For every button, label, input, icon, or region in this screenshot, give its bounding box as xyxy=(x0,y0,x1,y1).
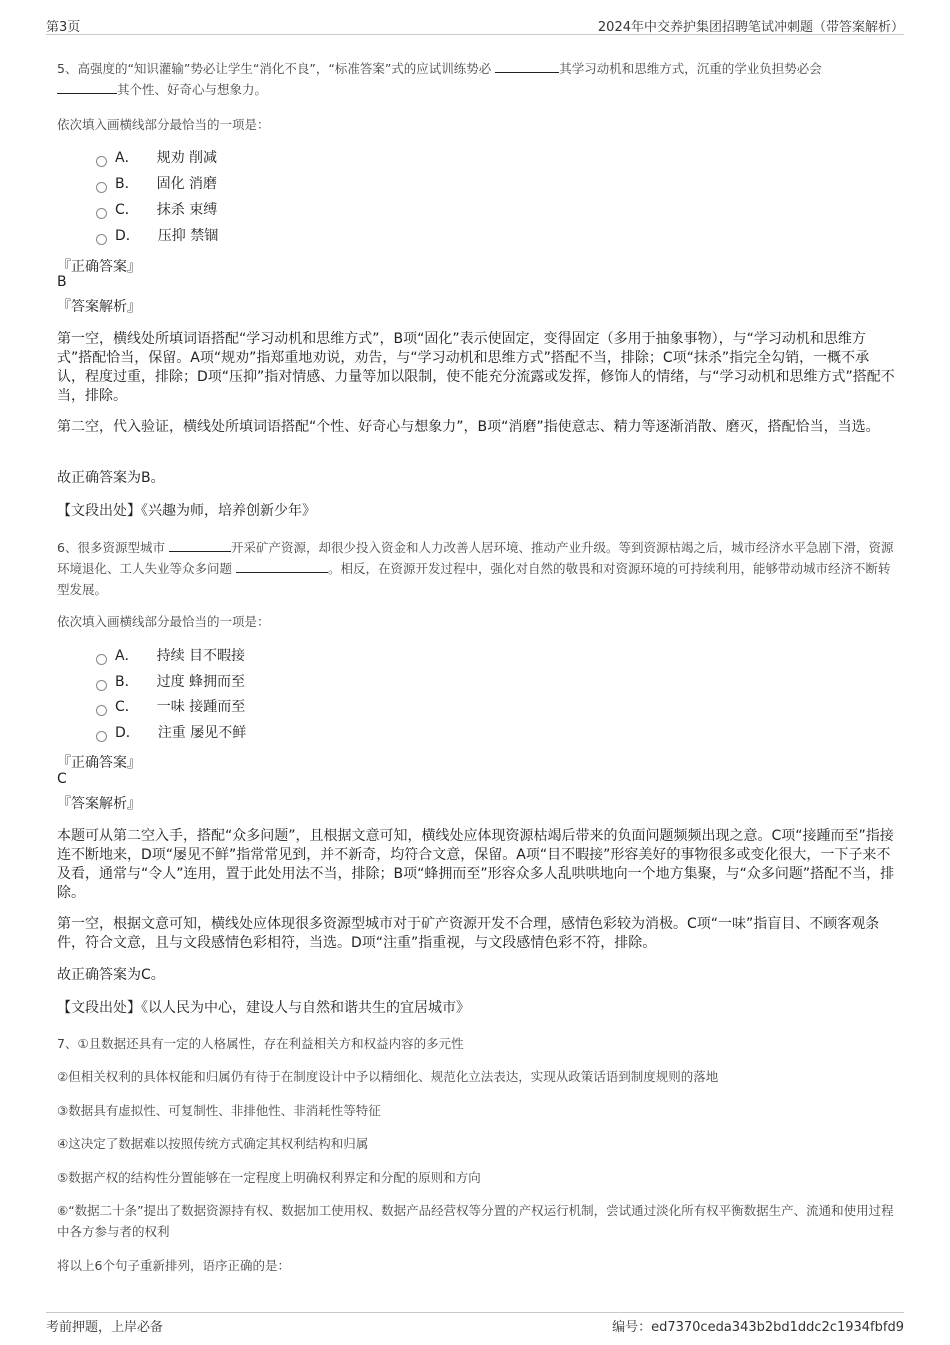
q7-sentence-6: ⑥“数据二十条”提出了数据资源持有权、数据加工使用权、数据产品经营权等分置的产权运行机制，尝试通过淡化所有权平衡数据生产、流通和使用过程中各方参与者的权利 xyxy=(57,1203,894,1239)
q6-answer: C xyxy=(57,771,67,787)
q5-stem-part3: 其个性、好奇心与想象力。 xyxy=(117,82,268,97)
question-6-stem xyxy=(57,537,897,600)
radio-icon[interactable] xyxy=(96,680,107,691)
q5-stem-part1: 5、高强度的“知识灌输”势必让学生“消化不良”，“标准答案”式的应试训练势必 xyxy=(57,61,496,76)
radio-icon[interactable] xyxy=(96,182,107,193)
q7-sentence-1: 7、①且数据还具有一定的人格属性，存在利益相关方和权益内容的多元性 xyxy=(57,1036,464,1051)
q5-blank-2 xyxy=(57,80,117,94)
q6-analysis-1: 本题可从第二空入手，搭配“众多问题”，且根据文意可知，横线处应体现资源枯竭后带来的负面问题频频出现之意。C项“接踵而至”指接连不断地来，D项“屡见不鲜”指常常见到，并不新奇，均符合文意，保留。A项“目不暇接”形容美好的事物很多或变化很大，一下子来不及看，通常与“令人”连用，置于此处用法不当，排除；B项“蜂拥而至”形容众多人乱哄哄地向一个地方集聚，与“众多问题”搭配不当，排除。 xyxy=(57,828,895,901)
radio-icon[interactable] xyxy=(96,705,107,716)
q6-blank-1 xyxy=(169,538,231,552)
q6-prompt: 依次填入画横线部分最恰当的一项是： xyxy=(57,614,270,629)
q6-option-b[interactable]: B． 过度 蜂拥而至 xyxy=(96,672,245,692)
page-footer xyxy=(46,1312,904,1337)
q6-stem-part1: 6、很多资源型城市 xyxy=(57,540,169,555)
q5-option-b[interactable]: B． 固化 消磨 xyxy=(96,174,217,194)
q6-answer-label: 『正确答案』 xyxy=(57,755,141,771)
q7-sentence-2: ②但相关权利的具体权能和归属仍有待于在制度设计中予以精细化、规范化立法表达，实现从政策话语到制度规则的落地 xyxy=(57,1069,719,1084)
q6-stem-part2: 开采矿产资源，却很少投入资金和人力改善人居环境、推动产业升级。等到资源枯竭之后，城市经济水平急剧下滑，资源环境退化、工人失业等众多问题 xyxy=(57,540,894,576)
radio-icon[interactable] xyxy=(96,234,107,245)
q5-answer-label: 『正确答案』 xyxy=(57,259,141,275)
q6-option-d[interactable]: D． 注重 屡见不鲜 xyxy=(96,723,246,743)
q6-analysis-2: 第一空，根据文意可知，横线处应体现很多资源型城市对于矿产资源开发不合理，感情色彩较为消极。C项“一味”指盲目、不顾客观条件，符合文意，且与文段感情色彩相符，当选。D项“注重”指重视，与文段感情色彩不符，排除。 xyxy=(57,916,880,951)
document-title: 2024年中交养护集团招聘笔试冲刺题（带答案解析） xyxy=(597,20,904,35)
q6-analysis-label: 『答案解析』 xyxy=(57,796,141,812)
page-number: 第3页 xyxy=(46,20,81,35)
q6-blank-2 xyxy=(236,559,328,573)
q5-prompt: 依次填入画横线部分最恰当的一项是： xyxy=(57,117,270,132)
q5-stem-part2: 其学习动机和思维方式，沉重的学业负担势必会 xyxy=(559,61,822,76)
page-header xyxy=(46,14,904,35)
q6-stem-part3: 。相反，在资源开发过程中，强化对自然的敬畏和对资源环境的可持续利用，能够带动城市经济不断转型发展。 xyxy=(57,561,891,597)
q5-blank-1 xyxy=(495,59,559,73)
document-id: 编号：ed7370ceda343b2bd1ddc2c1934fbfd9 xyxy=(612,1320,904,1335)
footer-slogan: 考前押题，上岸必备 xyxy=(46,1320,164,1335)
q6-source: 【文段出处】《以人民为中心，建设人与自然和谐共生的宜居城市》 xyxy=(57,1000,470,1016)
q5-source: 【文段出处】《兴趣为师，培养创新少年》 xyxy=(57,503,316,519)
q5-conclusion: 故正确答案为B。 xyxy=(57,470,165,486)
q5-analysis-label: 『答案解析』 xyxy=(57,299,141,315)
q5-analysis-2: 第二空，代入验证，横线处所填词语搭配“个性、好奇心与想象力”，B项“消磨”指使意志、精力等逐渐消散、磨灭，搭配恰当，当选。 xyxy=(57,419,880,435)
q5-option-a[interactable]: A． 规劝 削减 xyxy=(96,148,217,168)
q7-sentence-5: ⑤数据产权的结构性分置能够在一定程度上明确权利界定和分配的原则和方向 xyxy=(57,1170,481,1185)
q7-sentence-3: ③数据具有虚拟性、可复制性、非排他性、非消耗性等特征 xyxy=(57,1103,381,1118)
q5-option-c[interactable]: C． 抹杀 束缚 xyxy=(96,200,217,220)
q5-analysis-1: 第一空，横线处所填词语搭配“学习动机和思维方式”，B项“固化”表示使固定，变得固定（多用于抽象事物），与“学习动机和思维方式”搭配恰当，保留。A项“规劝”指郑重地劝说，劝告，与“学习动机和思维方式”搭配不当，排除；C项“抹杀”指完全勾销，一概不承认，程度过重，排除；D项“压抑”指对情感、力量等加以限制，使不能充分流露或发挥，修饰人的情绪，与“学习动机和思维方式”搭配不当，排除。 xyxy=(57,331,895,404)
q5-answer: B xyxy=(57,274,67,290)
q6-option-c[interactable]: C． 一味 接踵而至 xyxy=(96,697,245,717)
q6-conclusion: 故正确答案为C。 xyxy=(57,967,165,983)
q5-option-d[interactable]: D． 压抑 禁锢 xyxy=(96,226,218,246)
radio-icon[interactable] xyxy=(96,156,107,167)
radio-icon[interactable] xyxy=(96,654,107,665)
radio-icon[interactable] xyxy=(96,208,107,219)
radio-icon[interactable] xyxy=(96,731,107,742)
q6-option-a[interactable]: A． 持续 目不暇接 xyxy=(96,646,245,666)
q7-prompt: 将以上6个句子重新排列，语序正确的是： xyxy=(57,1258,290,1273)
question-5-stem xyxy=(57,58,897,100)
q7-sentence-4: ④这决定了数据难以按照传统方式确定其权利结构和归属 xyxy=(57,1136,369,1151)
